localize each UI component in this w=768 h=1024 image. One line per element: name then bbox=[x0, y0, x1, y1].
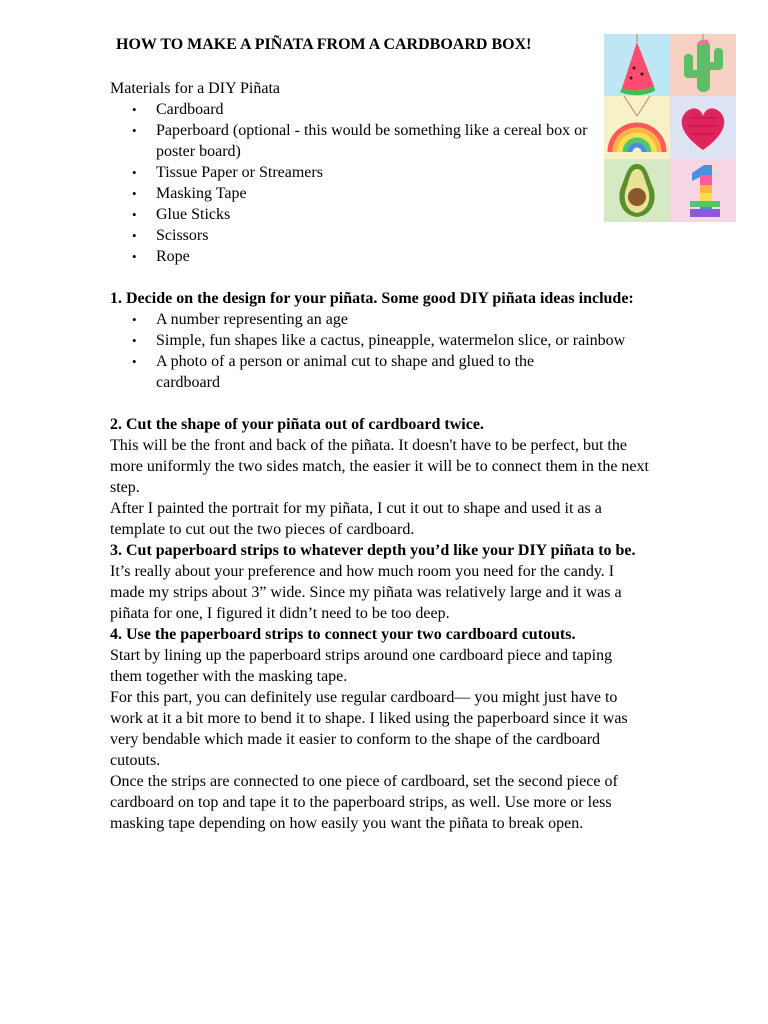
step-2-paragraph: After I painted the portrait for my piñata, I cut it out to shape and used it as a template to cut out the two pieces of cardboard. bbox=[110, 500, 602, 538]
step-4-paragraph: For this part, you can definitely use regular cardboard— you might just have to work at it a bit more to bend it to shape. I liked using the paperboard since it was very bendable which made it easier to conform to the shape of the cardboard cutouts. bbox=[110, 689, 628, 769]
list-item: • Rope bbox=[156, 246, 670, 267]
list-item: • Masking Tape bbox=[156, 183, 670, 204]
list-item: • Paperboard (optional - this would be something like a cereal box or poster board) bbox=[156, 120, 596, 162]
step-4-paragraph: Start by lining up the paperboard strips around one cardboard piece and taping them together with the masking tape. bbox=[110, 647, 613, 685]
materials-list bbox=[110, 99, 670, 267]
list-item: • A photo of a person or animal cut to shape and glued to the cardboard bbox=[156, 351, 601, 393]
step-2-paragraph: This will be the front and back of the piñata. It doesn't have to be perfect, but the more uniformly the two sides match, the easier it will be to connect them in the next step. bbox=[110, 437, 649, 496]
design-ideas-list bbox=[110, 309, 670, 393]
avocado-pinata-image bbox=[604, 159, 670, 222]
watermelon-pinata-image bbox=[604, 34, 670, 96]
step-3-paragraph: It’s really about your preference and how much room you need for the candy. I made my strips about 3” wide. Since my piñata was relatively large and it was a piñata for one, I figured it didn’t need to be too deep. bbox=[110, 563, 622, 622]
materials-heading: Materials for a DIY Piñata bbox=[110, 80, 281, 97]
rainbow-pinata-image bbox=[604, 96, 670, 159]
pinata-image-grid bbox=[604, 34, 736, 222]
list-item: • Tissue Paper or Streamers bbox=[156, 162, 670, 183]
step-2-heading: 2. Cut the shape of your piñata out of cardboard twice. bbox=[110, 416, 484, 433]
step-4-heading: 4. Use the paperboard strips to connect your two cardboard cutouts. bbox=[110, 626, 576, 643]
page-title: HOW TO MAKE A PIÑATA FROM A CARDBOARD BOX! bbox=[116, 36, 532, 53]
document-page bbox=[110, 34, 670, 834]
number-one-pinata-image bbox=[670, 159, 736, 222]
list-item: • Scissors bbox=[156, 225, 670, 246]
step-4-paragraph: Once the strips are connected to one piece of cardboard, set the second piece of cardboard on top and tape it to the paperboard strips, as well. Use more or less masking tape depending on how easily you want the piñata to break open. bbox=[110, 773, 618, 832]
list-item: • A number representing an age bbox=[156, 309, 670, 330]
heart-pinata-image bbox=[670, 96, 736, 159]
cactus-pinata-image bbox=[670, 34, 736, 96]
step-1-heading: 1. Decide on the design for your piñata. Some good DIY piñata ideas include: bbox=[110, 290, 634, 307]
list-item: • Cardboard bbox=[156, 99, 670, 120]
step-3-heading: 3. Cut paperboard strips to whatever depth you’d like your DIY piñata to be. bbox=[110, 542, 636, 559]
list-item: • Glue Sticks bbox=[156, 204, 670, 225]
list-item: • Simple, fun shapes like a cactus, pineapple, watermelon slice, or rainbow bbox=[156, 330, 631, 351]
